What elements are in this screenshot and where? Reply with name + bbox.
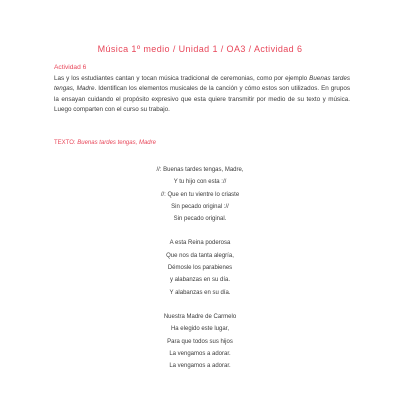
activity-title: Actividad 6 (54, 64, 87, 71)
lyric-line: y alabanzas en su día. (169, 277, 231, 284)
lyric-line: La vengamos a adorar. (169, 363, 231, 370)
lyrics-text-label (54, 140, 156, 146)
lyric-line: //: Que en tu vientre lo criaste (160, 191, 240, 198)
lyric-line: Que nos da tanta alegría, (166, 252, 234, 259)
activity-intro-paragraph (54, 74, 350, 116)
lyrics-stanza-2 (0, 237, 400, 298)
lyric-line: Y tu hijo con esta :// (173, 179, 227, 186)
lyric-line: La vengamos a adorar. (169, 350, 231, 357)
text-label-prefix: TEXTO: (54, 140, 78, 146)
lyric-line: Sin pecado original :// (171, 203, 229, 210)
lyric-line: Nuestra Madre de Carmelo (163, 313, 237, 320)
lyric-line: A esta Reina poderosa (169, 240, 231, 247)
intro-text-start: Las y los estudiantes cantan y tocan música tradicional de ceremonias, como por ejemplo (54, 75, 310, 82)
lyric-line: Para que todos sus hijos (167, 338, 233, 345)
page-header-title: Música 1º medio / Unidad 1 / OA3 / Actividad 6 (97, 44, 303, 54)
intro-song-title: Buenas tardes tengas, Madre (54, 75, 351, 93)
lyric-line: Ha elegido este lugar, (170, 326, 230, 333)
lyric-line: //: Buenas tardes tengas, Madre, (156, 167, 244, 173)
intro-text-end: . Identifican los elementos musicales de la canción y cómo estos son utilizados. En grupos la ensayan cuidando el propósito expresivo que esta quiere transmitir por medio de su texto y música. Luego comparten con el curso su trabajo. (54, 85, 350, 114)
song-lyrics (0, 164, 400, 384)
lyric-line: Sin pecado original. (173, 216, 227, 223)
text-label-song: Buenas tardes tengas, Madre (77, 140, 156, 146)
lyrics-stanza-1 (0, 164, 400, 225)
lyric-line: Y alabanzas en su día. (169, 289, 231, 296)
lyrics-stanza-3 (0, 311, 400, 372)
lyric-line: Démosle los parabienes (167, 265, 233, 272)
